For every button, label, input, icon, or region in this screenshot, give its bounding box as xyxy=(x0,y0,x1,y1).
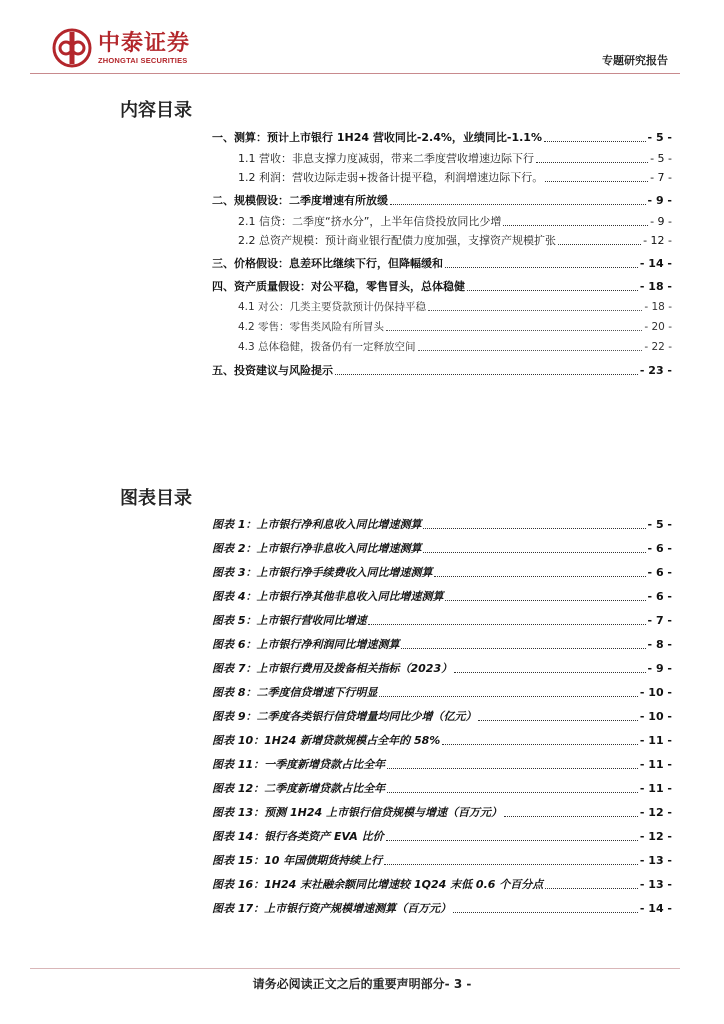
figure-item-text: 图表 8：二季度信贷增速下行明显 xyxy=(212,686,378,699)
figure-item[interactable] xyxy=(212,710,672,724)
header-divider xyxy=(30,73,680,74)
toc-item-page: - 12 - xyxy=(643,234,672,247)
toc-item-page: - 18 - xyxy=(644,301,672,313)
toc-item-text: 1.1 营收：非息支撑力度减弱，带来二季度营收增速边际下行 xyxy=(238,152,534,165)
toc-item-text: 2.2 总资产规模：预计商业银行配债力度加强，支撑资产规模扩张 xyxy=(238,234,556,247)
figure-list-title: 图表目录 xyxy=(120,488,192,509)
figure-item-page: - 6 - xyxy=(647,590,672,603)
footer-disclaimer: 请务必阅读正文之后的重要声明部分 xyxy=(252,977,445,991)
toc-item[interactable] xyxy=(212,194,672,208)
figure-item[interactable] xyxy=(212,566,672,580)
toc-item[interactable] xyxy=(238,234,672,248)
toc-item[interactable] xyxy=(238,171,672,185)
figure-item[interactable] xyxy=(212,542,672,556)
figure-item-page: - 6 - xyxy=(647,542,672,555)
toc-item[interactable] xyxy=(238,300,672,314)
footer-page-number: - 3 - xyxy=(444,977,472,991)
figure-item[interactable] xyxy=(212,614,672,628)
figure-item-page: - 11 - xyxy=(639,758,672,771)
figure-item-page: - 12 - xyxy=(639,806,672,819)
figure-item[interactable] xyxy=(212,758,672,772)
figure-item[interactable] xyxy=(212,830,672,844)
figure-item-page: - 13 - xyxy=(639,854,672,867)
figure-item[interactable] xyxy=(212,782,672,796)
figure-item[interactable] xyxy=(212,638,672,652)
figure-item[interactable] xyxy=(212,902,672,916)
figure-item-text: 图表 7：上市银行费用及拨备相关指标（2023） xyxy=(212,662,453,675)
toc-item[interactable] xyxy=(212,280,672,294)
figure-item[interactable] xyxy=(212,518,672,532)
toc-item-page: - 20 - xyxy=(644,321,672,333)
figure-item-text: 图表 11：一季度新增贷款占比全年 xyxy=(212,758,386,771)
toc-item-page: - 22 - xyxy=(644,341,672,353)
toc-item-text: 4.1 对公：几类主要贷款预计仍保持平稳 xyxy=(238,301,427,313)
figure-item[interactable] xyxy=(212,734,672,748)
toc-item-text: 二、规模假设：二季度增速有所放缓 xyxy=(212,194,388,207)
toc-item[interactable] xyxy=(212,364,672,378)
figure-item-text: 图表 1：上市银行净利息收入同比增速测算 xyxy=(212,518,422,531)
toc-item[interactable] xyxy=(212,257,672,271)
figure-item[interactable] xyxy=(212,686,672,700)
figure-item-text: 图表 3：上市银行净手续费收入同比增速测算 xyxy=(212,566,433,579)
toc-item[interactable] xyxy=(238,340,672,354)
zhongtai-logo-icon xyxy=(52,28,92,68)
logo-cn-text: 中泰证券 xyxy=(98,30,191,56)
toc-item[interactable] xyxy=(238,320,672,334)
figure-item-text: 图表 9：二季度各类银行信贷增量均同比少增（亿元） xyxy=(212,710,477,723)
figure-item[interactable] xyxy=(212,878,672,892)
toc-item-text: 2.1 信贷：二季度“挤水分”，上半年信贷投放同比少增 xyxy=(238,215,502,228)
figure-item-text: 图表 12：二季度新增贷款占比全年 xyxy=(212,782,386,795)
figure-item-page: - 8 - xyxy=(647,638,672,651)
toc-item-page: - 9 - xyxy=(647,194,672,207)
figure-item-page: - 9 - xyxy=(647,662,672,675)
figure-item-text: 图表 5：上市银行营收同比增速 xyxy=(212,614,367,627)
figure-item[interactable] xyxy=(212,806,672,820)
figure-item[interactable] xyxy=(212,854,672,868)
figure-item-text: 图表 14：银行各类资产 EVA 比价 xyxy=(212,830,384,843)
toc-item-page: - 5 - xyxy=(650,152,672,165)
toc-item-page: - 7 - xyxy=(650,171,672,184)
figure-item-text: 图表 15：10 年国债期货持续上行 xyxy=(212,854,383,867)
figure-item-page: - 10 - xyxy=(639,710,672,723)
figure-item-page: - 12 - xyxy=(639,830,672,843)
toc-item[interactable] xyxy=(238,215,672,229)
page-footer xyxy=(0,975,724,992)
figure-item-text: 图表 13：预测 1H24 上市银行信贷规模与增速（百万元） xyxy=(212,806,502,819)
figure-item-text: 图表 17：上市银行资产规模增速测算（百万元） xyxy=(212,902,452,915)
toc-item-text: 五、投资建议与风险提示 xyxy=(212,364,333,377)
figure-item-text: 图表 4：上市银行净其他非息收入同比增速测算 xyxy=(212,590,444,603)
figure-item-text: 图表 10：1H24 新增贷款规模占全年的 58% xyxy=(212,734,441,747)
toc-title: 内容目录 xyxy=(120,100,192,121)
figure-item-page: - 13 - xyxy=(639,878,672,891)
toc-item-page: - 9 - xyxy=(650,215,672,228)
figure-item-page: - 7 - xyxy=(647,614,672,627)
toc-item-page: - 18 - xyxy=(639,280,672,293)
figure-item-text: 图表 16：1H24 末社融余额同比增速较 1Q24 末低 0.6 个百分点 xyxy=(212,878,544,891)
figure-item-page: - 11 - xyxy=(639,734,672,747)
figure-item-text: 图表 2：上市银行净非息收入同比增速测算 xyxy=(212,542,422,555)
figure-item-page: - 10 - xyxy=(639,686,672,699)
toc-item[interactable] xyxy=(212,131,672,145)
figure-item-page: - 5 - xyxy=(647,518,672,531)
figure-item-page: - 11 - xyxy=(639,782,672,795)
toc-item-page: - 23 - xyxy=(639,364,672,377)
figure-item-page: - 14 - xyxy=(639,902,672,915)
toc-item-text: 一、测算：预计上市银行 1H24 营收同比-2.4%，业绩同比-1.1% xyxy=(212,131,542,144)
footer-divider xyxy=(30,968,680,969)
toc-item-text: 1.2 利润：营收边际走弱+拨备计提平稳，利润增速边际下行。 xyxy=(238,171,544,184)
company-logo xyxy=(52,28,190,68)
toc-item-text: 三、价格假设：息差环比继续下行，但降幅缓和 xyxy=(212,257,443,270)
document-type: 专题研究报告 xyxy=(602,54,668,67)
figure-item[interactable] xyxy=(212,662,672,676)
toc-item-page: - 14 - xyxy=(639,257,672,270)
toc-item[interactable] xyxy=(238,152,672,166)
toc-item-text: 4.2 零售：零售类风险有所冒头 xyxy=(238,321,385,333)
toc-item-page: - 5 - xyxy=(647,131,672,144)
figure-item-page: - 6 - xyxy=(647,566,672,579)
toc-item-text: 四、资产质量假设：对公平稳，零售冒头，总体稳健 xyxy=(212,280,465,293)
toc-item-text: 4.3 总体稳健，拨备仍有一定释放空间 xyxy=(238,341,416,353)
logo-en-text: ZHONGTAI SECURITIES xyxy=(98,55,188,65)
figure-item[interactable] xyxy=(212,590,672,604)
figure-item-text: 图表 6：上市银行净利润同比增速测算 xyxy=(212,638,400,651)
